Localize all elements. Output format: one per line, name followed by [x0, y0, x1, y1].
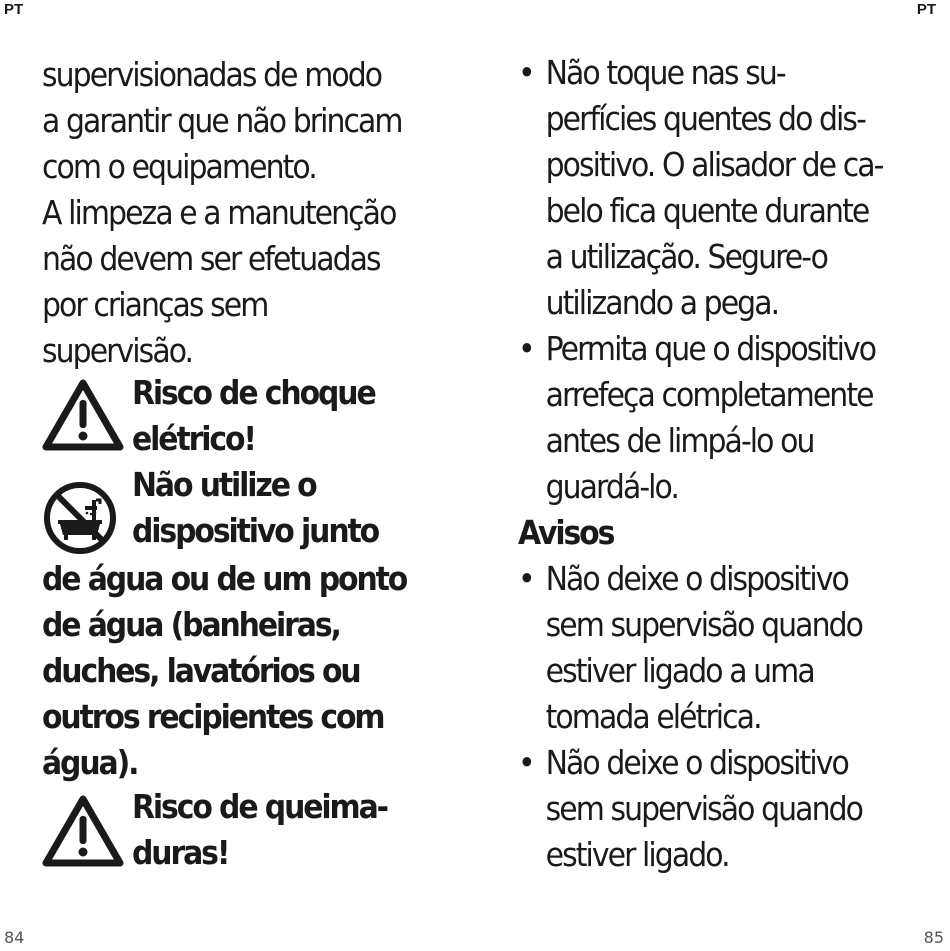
burn-warning-text: Risco de queima- duras! — [132, 788, 387, 872]
intro-line: por crianças sem — [42, 286, 268, 324]
intro-line: com o equipamento. — [42, 148, 316, 186]
intro-line: supervisionadas de modo — [42, 56, 382, 94]
right-page — [475, 0, 950, 951]
burn-warning-block — [42, 784, 409, 876]
list-item-text: Permita que o dispositivo arrefeça completamente antes de limpá-lo ou guardá-lo. — [545, 330, 876, 506]
intro-line: a garantir que não brincam — [42, 102, 402, 140]
language-label-left: PT — [4, 1, 24, 18]
list-item — [518, 50, 882, 326]
warning-triangle-icon — [42, 794, 124, 868]
water-warning-text-bottom: de água ou de um ponto de água (banheiras, duches, lavatórios ou outros recipientes com água). — [42, 560, 407, 782]
list-item — [518, 740, 882, 878]
shock-warning-block — [42, 370, 438, 786]
shock-warning-text: Risco de choque elétrico! — [132, 374, 375, 458]
bullet-icon: • — [518, 54, 534, 92]
water-warning-text-top: Não utilize o dispositivo junto — [132, 466, 379, 550]
warning-triangle-icon — [42, 378, 124, 452]
water-warning — [42, 462, 438, 556]
intro-line: supervisão. — [42, 332, 193, 370]
list-item-text: Não deixe o dispositivo sem supervisão quando estiver ligado. — [545, 744, 863, 874]
burn-warning — [42, 784, 409, 876]
list-item-text: Não toque nas su- perfícies quentes do dis- positivo. O alisador de ca- belo fica quente durante a utilização. Segure-o utilizando a pega. — [545, 54, 883, 322]
page-number-left: 84 — [4, 928, 25, 947]
bullet-icon: • — [518, 560, 534, 598]
bullet-icon: • — [518, 744, 534, 782]
language-label-right: PT — [916, 1, 936, 18]
intro-paragraph — [42, 52, 402, 374]
no-bathtub-icon — [42, 480, 124, 556]
bullet-icon: • — [518, 330, 534, 368]
list-item — [518, 556, 882, 740]
intro-line: A limpeza e a manutenção — [42, 194, 396, 232]
right-column — [518, 50, 882, 878]
shock-warning — [42, 370, 438, 462]
page-number-right: 85 — [923, 928, 944, 947]
section-heading: Avisos — [518, 514, 614, 552]
list-item — [518, 326, 882, 510]
intro-line: não devem ser efetuadas — [42, 240, 380, 278]
list-item-text: Não deixe o dispositivo sem supervisão quando estiver ligado a uma tomada elétrica. — [545, 560, 863, 736]
